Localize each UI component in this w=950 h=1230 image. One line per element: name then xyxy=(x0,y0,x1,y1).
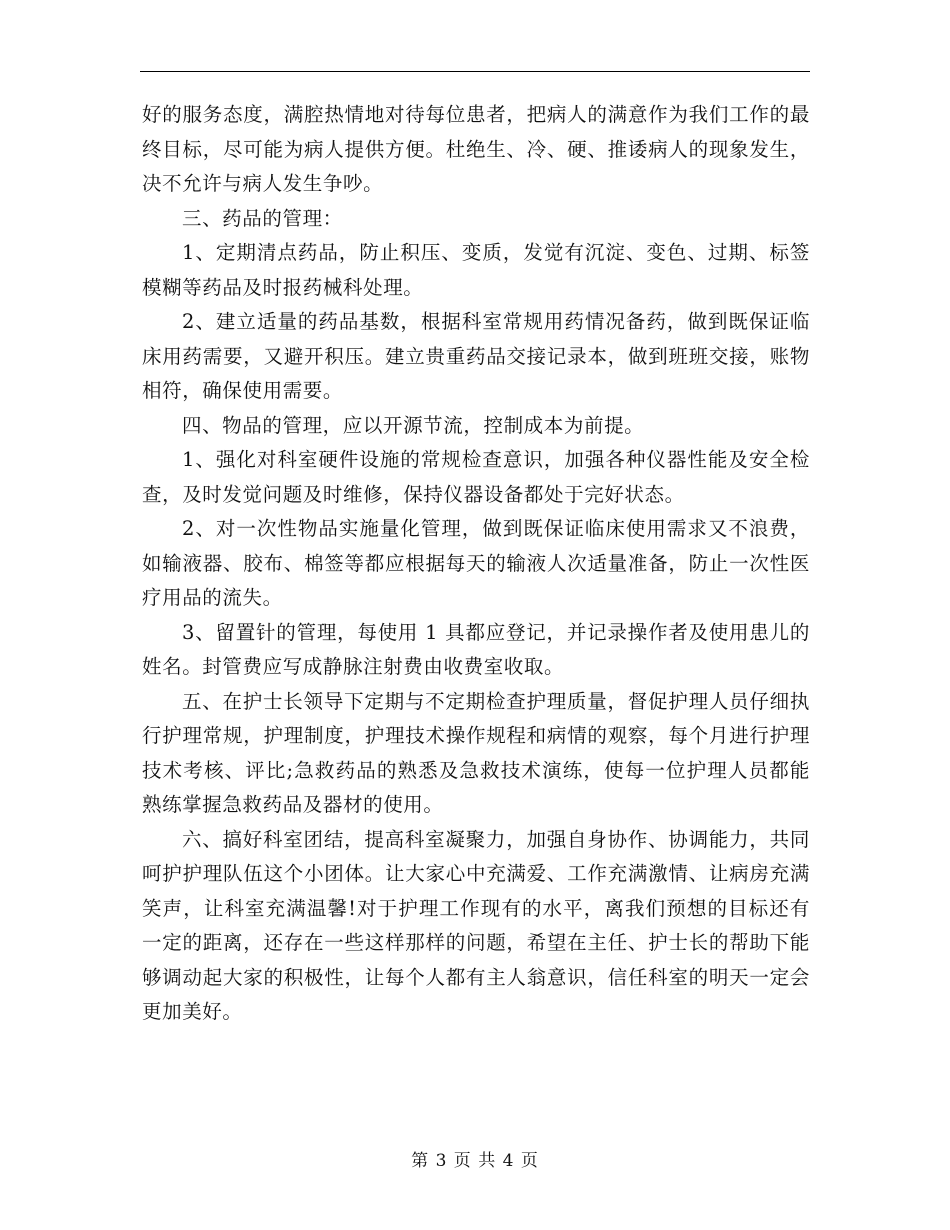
section-heading-supplies-management: 四、物品的管理，应以开源节流，控制成本为前提。 xyxy=(181,413,645,437)
paragraph: 2、对一次性物品实施量化管理，做到既保证临床使用需求又不浪费，如输液器、胶布、棉签等都应根据每天的输液人次适量准备，防止一次性医疗用品的流失。 xyxy=(142,517,810,609)
paragraph: 1、强化对科室硬件设施的常规检查意识，加强各种仪器性能及安全检查，及时发觉问题及时维修，保持仪器设备都处于完好状态。 xyxy=(142,448,810,506)
section-heading-drug-management: 三、药品的管理： xyxy=(181,206,343,230)
section-paragraph-team-unity: 六、搞好科室团结，提高科室凝聚力，加强自身协作、协调能力，共同呵护护理队伍这个小团体。让大家心中充满爱、工作充满激情、让病房充满笑声，让科室充满温馨!对于护理工作现有的水平，离我们预想的目标还有一定的距离，还存在一些这样那样的问题，希望在主任、护士长的帮助下能够调动起大家的积极性，让每个人都有主人翁意识，信任科室的明天一定会更加美好。 xyxy=(142,827,810,1023)
page-number-footer: 第 3 页 共 4 页 xyxy=(411,1151,539,1171)
section-paragraph-quality-check: 五、在护士长领导下定期与不定期检查护理质量，督促护理人员仔细执行护理常规，护理制度，护理技术操作规程和病情的观察，每个月进行护理技术考核、评比;急救药品的熟悉及急救技术演练，使每一位护理人员都能熟练掌握急救药品及器材的使用。 xyxy=(142,689,810,816)
paragraph: 1、定期清点药品，防止积压、变质，发觉有沉淀、变色、过期、标签模糊等药品及时报药械科处理。 xyxy=(142,241,810,299)
document-body xyxy=(142,98,810,1030)
paragraph: 2、建立适量的药品基数，根据科室常规用药情况备药，做到既保证临床用药需要，又避开积压。建立贵重药品交接记录本，做到班班交接，账物相符，确保使用需要。 xyxy=(142,310,810,402)
paragraph: 3、留置针的管理，每使用 1 具都应登记，并记录操作者及使用患儿的姓名。封管费应写成静脉注射费由收费室收取。 xyxy=(142,620,810,678)
paragraph: 好的服务态度，满腔热情地对待每位患者，把病人的满意作为我们工作的最终目标，尽可能为病人提供方便。杜绝生、冷、硬、推诿病人的现象发生，决不允许与病人发生争吵。 xyxy=(142,103,810,195)
header-rule xyxy=(140,71,810,72)
